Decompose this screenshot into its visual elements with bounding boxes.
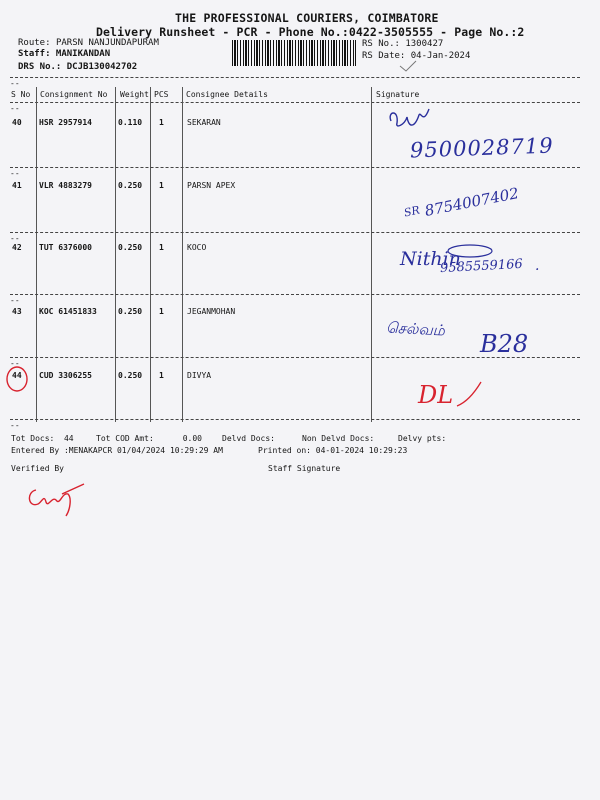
divider-row-40 (10, 167, 580, 168)
row-consignment: CUD 3306255 (39, 371, 92, 380)
divider-row-44 (10, 419, 580, 420)
total-docs: Tot Docs: 44 (11, 434, 74, 443)
total-cod: Tot COD Amt: 0.00 (96, 434, 202, 443)
row-consignee: DIVYA (187, 371, 212, 380)
rs-date: RS Date: 04-Jan-2024 (362, 51, 471, 61)
row41-phone: 8754007402 (423, 184, 521, 220)
signature-40 (385, 105, 435, 135)
row-weight: 0.250 (118, 371, 143, 380)
row-consignee: SEKARAN (187, 118, 221, 127)
drs-number: DRS No.: DCJB130042702 (18, 62, 138, 72)
divider-top (10, 77, 580, 78)
row-pcs: 1 (159, 307, 164, 316)
row-marker: -- (10, 296, 20, 305)
col-header-sno: S No (11, 90, 31, 99)
divider-row-42 (10, 294, 580, 295)
row-marker: -- (10, 104, 20, 113)
row-sno: 44 (12, 371, 22, 380)
verified-signature (22, 478, 92, 520)
row-sno: 43 (12, 307, 22, 316)
route-line (18, 38, 159, 48)
column-line-5 (371, 87, 372, 422)
divider-mark: -- (10, 79, 20, 88)
route-value: PARSN NANJUNDAPURAM (55, 38, 159, 48)
row-consignee: JEGANMOHAN (187, 307, 236, 316)
checkmark-icon (398, 58, 418, 74)
row-consignment: TUT 6376000 (39, 243, 92, 252)
row-pcs: 1 (159, 118, 164, 127)
column-line-1 (36, 87, 37, 422)
row44-tail (455, 380, 485, 410)
divider-row-41 (10, 232, 580, 233)
row-pcs: 1 (159, 243, 164, 252)
entered-by: Entered By :MENAKAPCR 01/04/2024 10:29:29 AM (11, 446, 223, 455)
delivered-docs: Delvd Docs: (222, 434, 275, 443)
col-header-pcs: PCS (154, 90, 169, 99)
col-header-consignment: Consignment No (40, 90, 108, 99)
route-label: Route: (18, 38, 51, 48)
non-delivered-docs: Non Delvd Docs: (302, 434, 375, 443)
row-sno: 41 (12, 181, 22, 190)
row-marker: -- (10, 359, 20, 368)
row-weight: 0.250 (118, 243, 143, 252)
row41-prefix: SR (402, 203, 422, 220)
row-sno: 40 (12, 118, 22, 127)
signature-42-loop (445, 243, 495, 259)
row-weight: 0.250 (118, 181, 143, 190)
printed-on: Printed on: 04-01-2024 10:29:23 (258, 446, 408, 455)
row-marker: -- (10, 421, 20, 430)
row-pcs: 1 (159, 181, 164, 190)
runsheet-subtitle: Delivery Runsheet - PCR - Phone No.:0422-3505555 - Page No.:2 (96, 25, 525, 39)
row-sno: 42 (12, 243, 22, 252)
row44-mark: DL (418, 381, 454, 409)
row42-name: Nithin (400, 248, 461, 270)
row43-name: செல்வம் (385, 318, 446, 340)
row-weight: 0.110 (118, 118, 143, 127)
row43-code: B28 (480, 330, 529, 358)
row-consignment: HSR 2957914 (39, 118, 92, 127)
row-consignee: PARSN APEX (187, 181, 236, 190)
delivery-points: Delvy pts: (398, 434, 447, 443)
row-pcs: 1 (159, 371, 164, 380)
divider-row-43 (10, 357, 580, 358)
row-consignee: KOCO (187, 243, 207, 252)
company-title: THE PROFESSIONAL COURIERS, COIMBATORE (175, 11, 439, 25)
verified-by-label: Verified By (11, 464, 64, 473)
row40-phone: 9500028719 (409, 133, 554, 163)
divider-header (10, 102, 580, 103)
row42-phone: 9585559166 (439, 256, 524, 277)
column-line-2 (115, 87, 116, 422)
barcode (232, 40, 356, 66)
column-line-4 (182, 87, 183, 422)
row42-dot: . (535, 258, 540, 274)
column-line-3 (150, 87, 151, 422)
row-consignment: KOC 61451833 (39, 307, 97, 316)
rs-number: RS No.: 1300427 (362, 39, 444, 49)
row-marker: -- (10, 234, 20, 243)
staff-signature-label: Staff Signature (268, 464, 341, 473)
staff-line: Staff: MANIKANDAN (18, 49, 111, 59)
col-header-consignee: Consignee Details (186, 90, 268, 99)
col-header-signature: Signature (376, 90, 420, 99)
row-weight: 0.250 (118, 307, 143, 316)
row-consignment: VLR 4883279 (39, 181, 92, 190)
col-header-weight: Weight (120, 90, 149, 99)
row-marker: -- (10, 169, 20, 178)
